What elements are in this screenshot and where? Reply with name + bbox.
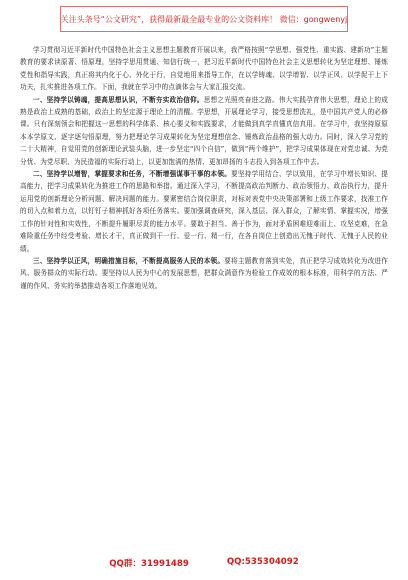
section-paragraph-3: [20, 255, 388, 292]
footer-contact: [0, 557, 408, 571]
section-paragraph-2: [20, 168, 388, 255]
paragraph-text: 思想之光照亮奋进之路。伟大实践孕育伟大思想，理论上的成熟是政治上成熟的基础，政治上的坚定源于理论上的清醒。学思想，开展理论学习，接受思想洗礼，是中国共产党人的必修课。只有深刻领会和把握这一思想的科学体系、核心要义和实践要求，才能做到真学真懂真信真用。在学习中，我坚持原原本本学原文、逐字逐句悟原理，努力把理论学习成果转化为坚定理想信念、锤炼政治品格的强大动力。同时，深入学习党的二十大精神，自觉用党的创新理论武装头脑，进一步坚定“四个自信”，做到“两个维护”，把学习成果体现在对党忠诚、为党分忧、为党尽职、为民造福的实际行动上，以更加饱满的热情、更加昂扬的斗志投入到各项工作中去。: [20, 95, 388, 166]
section-heading: 一、坚持学以铸魂，提高思想认识，不断夯实政治信仰。: [33, 95, 204, 104]
section-heading: 三、坚持学以正风，明确措施目标，不断提高服务人民的本领。: [33, 256, 225, 265]
section-heading: 二、坚持学以增智，掌握要求和任务，不断增强谋事干事的本领。: [33, 170, 232, 179]
paragraph-text: 学习贯彻习近平新时代中国特色社会主义思想主题教育开展以来，我严格按照“学思想、强党性、重实践、建新功”主题教育的要求读原著、悟原理，坚持学思用贯通、知信行统一，把习近平新时代中国特色社会主义思想转化为坚定理想、锤炼党性和指导实践，真正将其内化于心、外化于行，自觉地用来指导工作，在以学铸魂、以学增智、以学正风、以学促干上下功夫，扎实推进各项工作。下面，我就在学习中的点滴体会与大家汇报交流。: [20, 46, 388, 92]
footer-qq: QQ:535304092: [226, 557, 299, 567]
paragraph-text: 要坚持学用结合、学以致用，在学习中增长知识、提高能力，把学习成果转化为推进工作的思路和举措。通过深入学习，不断提高政治判断力、政治领悟力、政治执行力，提升运用党的创新理论分析问题、解决问题的能力。要紧密结合岗位职责，对标对表党中央决策部署和上级工作要求，找准工作的切入点和着力点，以钉钉子精神抓好各项任务落实。要加强调查研究，深入基层、深入群众，了解实情、掌握实况，增强工作的针对性和实效性，不断提升履职尽责的能力水平。要敢于担当、善于作为，面对矛盾困难迎难而上、攻坚克难，在急难险重任务中经受考验、增长才干，真正做到干一行、爱一行、精一行，在各自岗位上创造出无愧于时代、无愧于人民的业绩。: [20, 170, 388, 253]
section-paragraph-1: [20, 94, 388, 168]
paragraph-text: 要将主题教育落到实处，真正把学习成效转化为改进作风、服务群众的实际行动。要坚持以人民为中心的发展思想，把群众满意作为检验工作成效的根本标准，用科学的方法、严谨的作风、务实的举措推动各项工作落地见效。: [20, 256, 388, 290]
banner-text: 关注头条号“公文研究”，获得最新最全最专业的公文资料库！ 微信：gongwenyj: [60, 14, 348, 24]
document-body: [20, 44, 388, 292]
header-banner: [60, 6, 348, 32]
footer-qq-group: QQ群：31991489: [109, 559, 189, 569]
intro-paragraph: [20, 44, 388, 94]
